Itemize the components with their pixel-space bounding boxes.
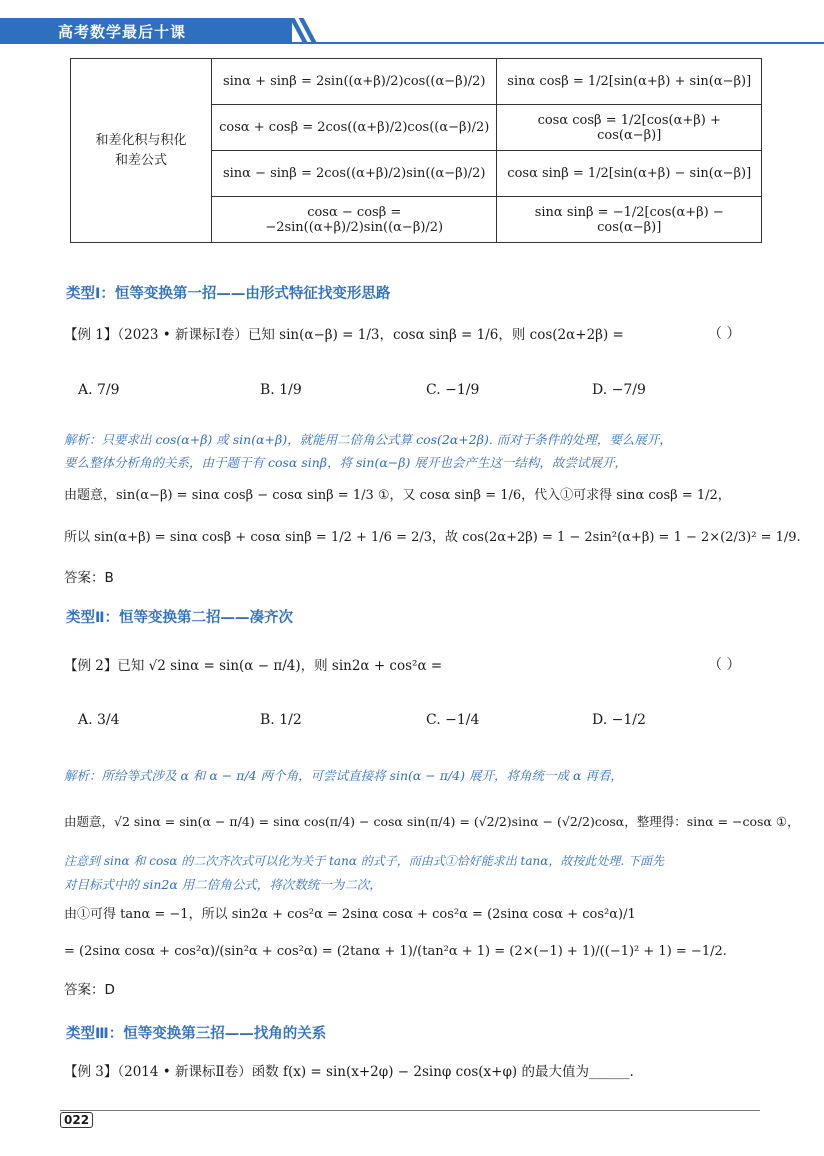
formula-cell: sinα cosβ = 1/2[sin(α+β) + sin(α−β)] <box>497 59 762 105</box>
example2-option-b: B. 1/2 <box>260 712 302 728</box>
formula-cell: sinα − sinβ = 2cos((α+β)/2)sin((α−β)/2) <box>212 151 497 197</box>
example1-option-c: C. −1/9 <box>426 382 480 398</box>
example2-solution: 由①可得 tanα = −1，所以 sin2α + cos²α = 2sinα cosα + cos²α = (2sinα cosα + cos²α)/1 <box>64 907 636 922</box>
example1-analysis: 要么整体分析角的关系，由于题干有 cosα sinβ，将 sin(α−β) 展开也会产生这一结构，故尝试展开， <box>64 455 627 470</box>
example1-option-a: A. 7/9 <box>78 382 120 398</box>
example2-option-c: C. −1/4 <box>426 712 480 728</box>
formula-cell: sinα sinβ = −1/2[cos(α+β) − cos(α−β)] <box>497 197 762 243</box>
example1-paren: （ ） <box>708 326 741 342</box>
example2-question: 【例 2】已知 √2 sinα = sin(α − π/4)，则 sin2α + cos²α = <box>64 658 443 674</box>
example2-option-d: D. −1/2 <box>592 712 646 728</box>
example3-question: 【例 3】（2014 • 新课标Ⅱ卷）函数 f(x) = sin(x+2φ) − 2sinφ cos(x+φ) 的最大值为______. <box>64 1064 634 1080</box>
formula-cell: cosα cosβ = 1/2[cos(α+β) + cos(α−β)] <box>497 105 762 151</box>
header-rule <box>0 42 824 44</box>
section-heading-type3: 类型Ⅲ：恒等变换第三招——找角的关系 <box>66 1026 327 1042</box>
example1-solution: 所以 sin(α+β) = sinα cosβ + cosα sinβ = 1/2 + 1/6 = 2/3，故 cos(2α+2β) = 1 − 2sin²(α+β) = 1 − 2×(2/3)² = 1/9. <box>64 530 801 545</box>
example2-solution: 由题意，√2 sinα = sin(α − π/4) = sinα cos(π/4) − cosα sin(π/4) = (√2/2)sinα − (√2/2)cosα，整理得：sinα = −cosα ①， <box>64 814 800 829</box>
example2-paren: （ ） <box>708 657 741 673</box>
formula-table-label: 和差化积与积化和差公式 <box>71 59 212 243</box>
example1-option-b: B. 1/9 <box>260 382 302 398</box>
example1-question: 【例 1】（2023 • 新课标Ⅰ卷）已知 sin(α−β) = 1/3，cosα sinβ = 1/6，则 cos(2α+2β) = <box>64 327 624 343</box>
example2-analysis: 解析：所给等式涉及 α 和 α − π/4 两个角，可尝试直接将 sin(α − π/4) 展开，将角统一成 α 再看， <box>64 768 623 783</box>
section-heading-type2: 类型Ⅱ：恒等变换第二招——凑齐次 <box>66 610 294 626</box>
example1-analysis: 解析：只要求出 cos(α+β) 或 sin(α+β)，就能用二倍角公式算 cos(2α+2β). 而对于条件的处理，要么展开， <box>64 432 672 447</box>
example1-answer: 答案：B <box>64 570 114 586</box>
example1-option-d: D. −7/9 <box>592 382 646 398</box>
formula-cell: cosα − cosβ = −2sin((α+β)/2)sin((α−β)/2) <box>212 197 497 243</box>
section-heading-type1: 类型Ⅰ：恒等变换第一招——由形式特征找变形思路 <box>66 286 391 302</box>
example1-solution: 由题意，sin(α−β) = sinα cosβ − cosα sinβ = 1/3 ①，又 cosα sinβ = 1/6，代入①可求得 sinα cosβ = 1/2， <box>64 488 731 503</box>
formula-cell: cosα + cosβ = 2cos((α+β)/2)cos((α−β)/2) <box>212 105 497 151</box>
formula-table <box>70 58 762 243</box>
page-number: 022 <box>60 1112 93 1128</box>
formula-cell: sinα + sinβ = 2sin((α+β)/2)cos((α−β)/2) <box>212 59 497 105</box>
header-title: 高考数学最后十课 <box>58 23 187 41</box>
page-footer-rule <box>60 1110 760 1111</box>
example2-analysis: 注意到 sinα 和 cosα 的二次齐次式可以化为关于 tanα 的式子，而由式①恰好能求出 tanα，故按此处理. 下面先 <box>64 854 664 868</box>
example2-analysis: 对目标式中的 sin2α 用二倍角公式，将次数统一为二次， <box>64 877 382 892</box>
formula-cell: cosα sinβ = 1/2[sin(α+β) − sin(α−β)] <box>497 151 762 197</box>
example2-solution: = (2sinα cosα + cos²α)/(sin²α + cos²α) = (2tanα + 1)/(tan²α + 1) = (2×(−1) + 1)/((−1)² + 1) = −1/2. <box>64 944 727 959</box>
example2-answer: 答案：D <box>64 982 115 998</box>
example2-option-a: A. 3/4 <box>78 712 120 728</box>
